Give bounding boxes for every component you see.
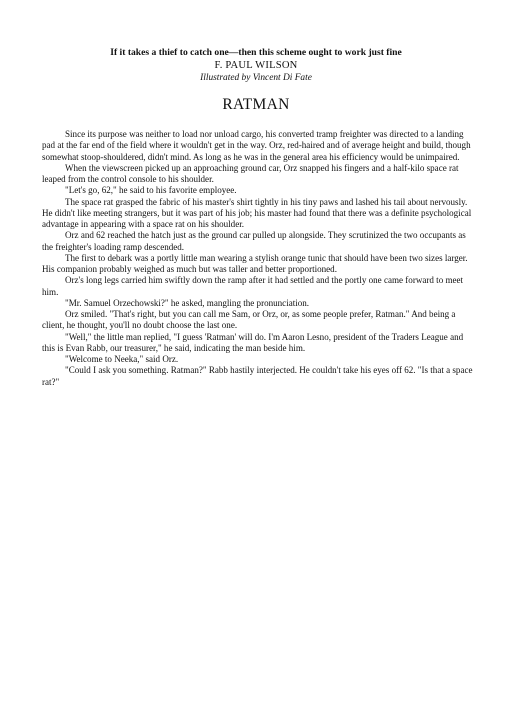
story-title: RATMAN xyxy=(222,96,290,113)
paragraph: Orz's long legs carried him swiftly down the ramp after it had settled and the portly one came forward to meet him. xyxy=(42,275,464,297)
paragraph: Orz and 62 reached the hatch just as the ground car pulled up alongside. They scrutinized the two occupants as the freighter's loading ramp descended. xyxy=(42,230,466,252)
paragraph: Since its purpose was neither to load nor unload cargo, his converted tramp freighter was directed to a landing pad at the far end of the field where it wouldn't get in the way. Orz, red-haired and of average height and build, though somewhat stoop-shouldered, didn't mind. As long as he was in the general area his efficiency would be unimpaired. xyxy=(42,129,471,162)
paragraph: The space rat grasped the fabric of his master's shirt tightly in his tiny paws and lashed his tail about nervously. He didn't like meeting strangers, but it was part of his job; his master had found that there was a definite psychological advantage in appearing with a space rat on his shoulder. xyxy=(42,196,472,229)
paragraph: "Let's go, 62," he said to his favorite employee. xyxy=(65,185,237,196)
author-byline: F. PAUL WILSON xyxy=(214,60,298,71)
paragraph: When the viewscreen picked up an approaching ground car, Orz snapped his fingers and a half-kilo space rat leaped from the control console to his shoulder. xyxy=(42,162,459,184)
paragraph: "Mr. Samuel Orzechowski?" he asked, mangling the pronunciation. xyxy=(65,297,310,308)
story-tagline: If it takes a thief to catch one—then this scheme ought to work just fine xyxy=(110,47,402,58)
paragraph: Orz smiled. "That's right, but you can call me Sam, or Orz, or, as some people prefer, Ratman." And being a client, he thought, you'll no doubt choose the last one. xyxy=(42,309,456,331)
paragraph: "Welcome to Neeka," said Orz. xyxy=(65,354,179,364)
paragraph: The first to debark was a portly little man wearing a stylish orange tunic that should have been two sizes larger. His companion probably weighed as much but was taller and better proportioned. xyxy=(42,252,468,274)
story-body xyxy=(42,129,474,388)
paragraph: "Well," the little man replied, "I guess 'Ratman' will do. I'm Aaron Lesno, president of the Traders League and this is Evan Rabb, our treasurer," he said, indicating the man beside him. xyxy=(42,331,464,353)
illustrator-credit: Illustrated by Vincent Di Fate xyxy=(200,73,312,83)
paragraph: "Could I ask you something. Ratman?" Rabb hastily interjected. He couldn't take his eyes off 62. "Is that a space rat?" xyxy=(42,365,473,387)
